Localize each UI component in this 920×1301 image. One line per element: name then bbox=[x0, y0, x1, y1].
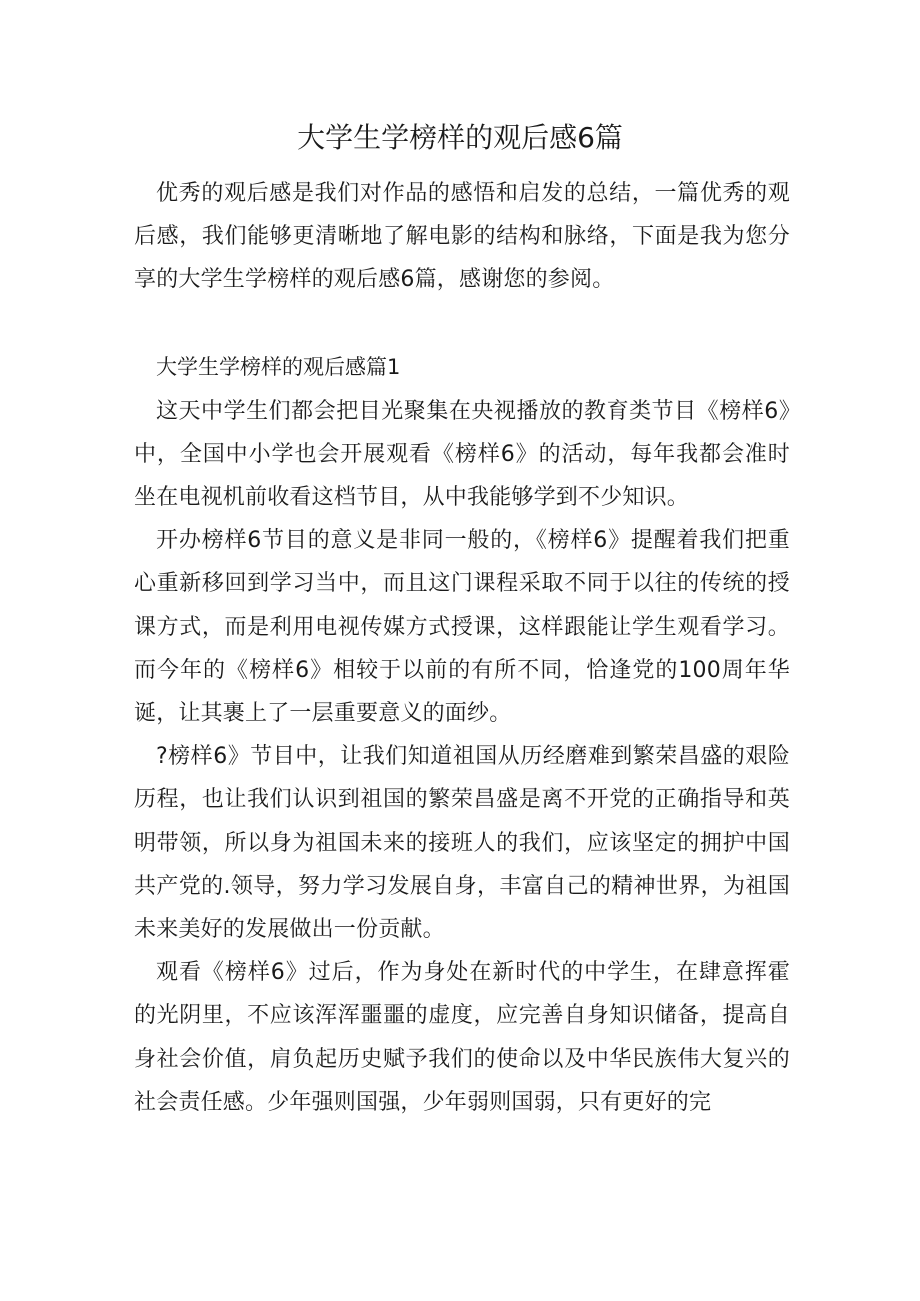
body-paragraph-1: 这天中学生们都会把目光聚集在央视播放的教育类节目《榜样6》中，全国中小学也会开展观看《榜样6》的活动，每年我都会准时坐在电视机前收看这档节目，从中我能够学到不少知识。 bbox=[134, 398, 790, 511]
document-body bbox=[134, 172, 790, 1124]
body-paragraph-3: ?榜样6》节目中，让我们知道祖国从历经磨难到繁荣昌盛的艰险历程，也让我们认识到祖国的繁荣昌盛是离不开党的正确指导和英明带领，所以身为祖国未来的接班人的我们，应该坚定的拥护中国共产党的.领导，努力学习发展自身，丰富自己的精神世界，为祖国未来美好的发展做出一份贡献。 bbox=[134, 744, 790, 943]
body-paragraph-2: 开办榜样6节目的意义是非同一般的，《榜样6》提醒着我们把重心重新移回到学习当中，而且这门课程采取不同于以往的传统的授课方式，而是利用电视传媒方式授课，这样跟能让学生观看学习。而今年的《榜样6》相较于以前的有所不同，恰逢党的100周年华诞，让其裹上了一层重要意义的面纱。 bbox=[134, 528, 790, 727]
section-heading: 大学生学榜样的观后感篇1 bbox=[156, 354, 401, 379]
document-title: 大学生学榜样的观后感6篇 bbox=[297, 121, 623, 154]
paragraph-spacer bbox=[134, 302, 790, 345]
intro-paragraph: 优秀的观后感是我们对作品的感悟和启发的总结，一篇优秀的观后感，我们能够更清晰地了解电影的结构和脉络，下面是我为您分享的大学生学榜样的观后感6篇，感谢您的参阅。 bbox=[134, 181, 790, 293]
body-paragraph-4: 观看《榜样6》过后，作为身处在新时代的中学生，在肆意挥霍的光阴里，不应该浑浑噩噩的虚度，应完善自身知识储备，提高自身社会价值，肩负起历史赋予我们的使命以及中华民族伟大复兴的社会责任感。少年强则国强，少年弱则国弱，只有更好的完 bbox=[134, 960, 790, 1115]
